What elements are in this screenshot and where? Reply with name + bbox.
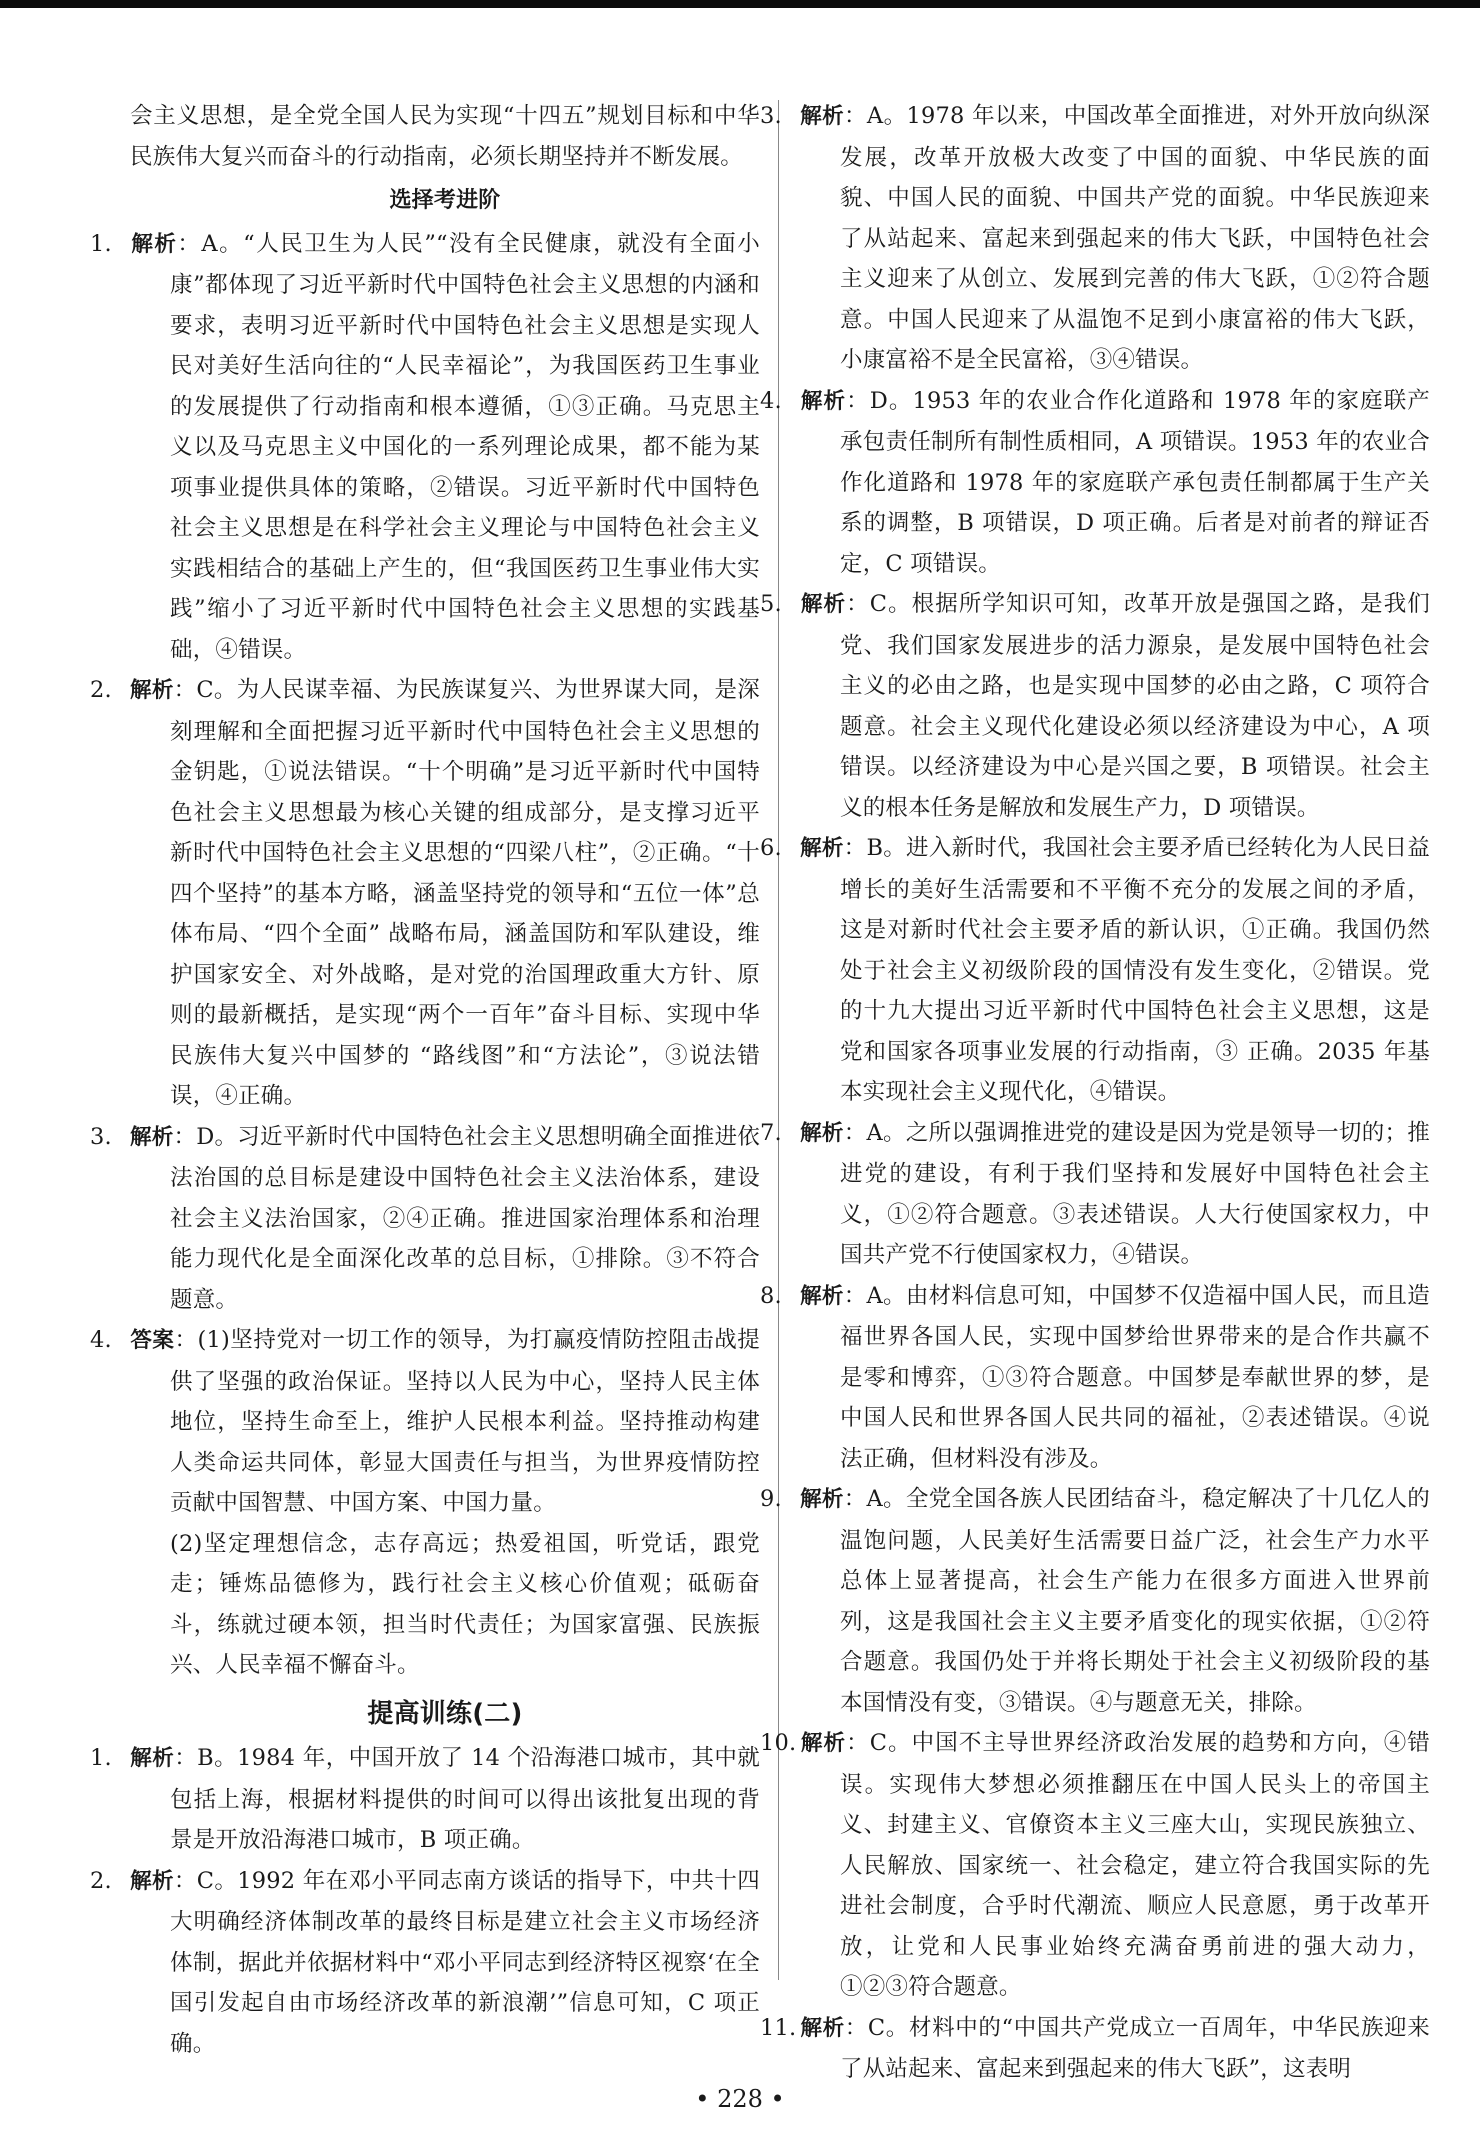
answer-item: 3. 解析：A。1978 年以来，中国改革全面推进，对外开放向纵深发展，改革开放极大改变了中国的面貌、中华民族的面貌、中国人民的面貌、中国共产党的面貌。中华民族迎来了从站起来、富起来到强起来的伟大飞跃，中国特色社会主义迎来了从创立、发展到完善的伟大飞跃，①②符合题意。中国人民迎来了从温饱不足到小康富裕的伟大飞跃，小康富裕不是全民富裕，③④错误。 (760, 103, 1430, 373)
item-keyword: 解析 (130, 1124, 174, 1150)
item-text: ：C。材料中的“中国共产党成立一百周年，中华民族迎来了从站起来、富起来到强起来的伟大飞跃”，这表明 (840, 2014, 1430, 2082)
answer-item: 2. 解析：C。1992 年在邓小平同志南方谈话的指导下，中共十四大明确经济体制改革的最终目标是建立社会主义市场经济体制，据此并依据材料中“邓小平同志到经济特区视察‘在全国引发起自由市场经济改革的新浪潮’”信息可知，C 项正确。 (90, 1867, 760, 2057)
answer-item: 1. 解析：A。“人民卫生为人民”“没有全民健康，就没有全面小康”都体现了习近平新时代中国特色社会主义思想的内涵和要求，表明习近平新时代中国特色社会主义思想是实现人民对美好生活向往的“人民幸福论”，为我国医药卫生事业的发展提供了行动指南和根本遵循，①③正确。马克思主义以及马克思主义中国化的一系列理论成果，都不能为某项事业提供具体的策略，②错误。习近平新时代中国特色社会主义思想是在科学社会主义理论与中国特色社会主义实践相结合的基础上产生的，但“我国医药卫生事业伟大实践”缩小了习近平新时代中国特色社会主义思想的实践基础，④错误。 (90, 230, 760, 663)
item-text: ：A。由材料信息可知，中国梦不仅造福中国人民，而且造福世界各国人民，实现中国梦给世界带来的是合作共赢不是零和博弈，①③符合题意。中国梦是奉献世界的梦，是中国人民和世界各国人民共同的福祉，②表述错误。④说法正确，但材料没有涉及。 (840, 1282, 1430, 1472)
item-text: ：A。全党全国各族人民团结奋斗，稳定解决了十几亿人的温饱问题，人民美好生活需要日益广泛，社会生产力水平总体上显著提高，社会生产能力在很多方面进入世界前列，这是我国社会主义主要矛盾变化的现实依据，①②符合题意。我国仍处于并将长期处于社会主义初级阶段的基本国情没有变，③错误。④与题意无关，排除。 (840, 1486, 1430, 1716)
item-keyword: 解析 (800, 592, 847, 617)
answer-item: 9. 解析：A。全党全国各族人民团结奋斗，稳定解决了十几亿人的温饱问题，人民美好生活需要日益广泛，社会生产力水平总体上显著提高，社会生产能力在很多方面进入世界前列，这是我国社会主义主要矛盾变化的现实依据，①②符合题意。我国仍处于并将长期处于社会主义初级阶段的基本国情没有变，③错误。④与题意无关，排除。 (760, 1486, 1430, 1716)
right-answer-list (760, 96, 1430, 2090)
item-keyword: 解析 (800, 836, 844, 861)
item-text: ：B。进入新时代，我国社会主要矛盾已经转化为人民日益增长的美好生活需要和不平衡不充分的发展之间的矛盾，这是对新时代社会主要矛盾的新认识，①正确。我国仍然处于社会主义初级阶段的国情没有发生变化，②错误。党的十九大提出习近平新时代中国特色社会主义思想，这是党和国家各项事业发展的行动指南，③ 正确。2035 年基本实现社会主义现代化，④错误。 (840, 835, 1430, 1105)
answer-sub-paragraph: (2)坚定理想信念，志存高远；热爱祖国，听党话，跟党走；锤炼品德修为，践行社会主义核心价值观；砥砺奋斗，练就过硬本领，担当时代责任；为国家富强、民族振兴、人民幸福不懈奋斗。 (170, 1530, 760, 1678)
answer-item: 6. 解析：B。进入新时代，我国社会主要矛盾已经转化为人民日益增长的美好生活需要和不平衡不充分的发展之间的矛盾，这是对新时代社会主要矛盾的新认识，①正确。我国仍然处于社会主义初级阶段的国情没有发生变化，②错误。党的十九大提出习近平新时代中国特色社会主义思想，这是党和国家各项事业发展的行动指南，③ 正确。2035 年基本实现社会主义现代化，④错误。 (760, 835, 1430, 1105)
item-keyword: 解析 (130, 231, 178, 257)
item-text: ：A。1978 年以来，中国改革全面推进，对外开放向纵深发展，改革开放极大改变了中国的面貌、中华民族的面貌、中国人民的面貌、中国共产党的面貌。中华民族迎来了从站起来、富起来到强起来的伟大飞跃，中国特色社会主义迎来了从创立、发展到完善的伟大飞跃，①②符合题意。中国人民迎来了从温饱不足到小康富裕的伟大飞跃，小康富裕不是全民富裕，③④错误。 (840, 103, 1430, 373)
item-keyword: 解析 (800, 1487, 844, 1512)
answer-item: 1. 解析：B。1984 年，中国开放了 14 个沿海港口城市，其中就包括上海，根据材料提供的时间可以得出该批复出现的背景是开放沿海港口城市，B 项正确。 (90, 1745, 760, 1853)
item-text: ：C。中国不主导世界经济政治发展的趋势和方向，④错误。实现伟大梦想必须推翻压在中国人民头上的帝国主义、封建主义、官僚资本主义三座大山，实现民族独立、人民解放、国家统一、社会稳定，建立符合我国实际的先进社会制度，合乎时代潮流、顺应人民意愿，勇于改革开放，让党和人民事业始终充满奋勇前进的强大动力，①②③符合题意。 (840, 1730, 1430, 2000)
item-text: ：B。1984 年，中国开放了 14 个沿海港口城市，其中就包括上海，根据材料提供的时间可以得出该批复出现的背景是开放沿海港口城市，B 项正确。 (170, 1745, 760, 1853)
item-keyword: 解析 (800, 1731, 847, 1756)
item-text: ：D。习近平新时代中国特色社会主义思想明确全面推进依法治国的总目标是建设中国特色社会主义法治体系，建设社会主义法治国家，②④正确。推进国家治理体系和治理能力现代化是全面深化改革的总目标，①排除。③不符合题意。 (170, 1123, 760, 1313)
right-column (760, 96, 1430, 2090)
answer-item: 7. 解析：A。之所以强调推进党的建设是因为党是领导一切的；推进党的建设，有利于我们坚持和发展好中国特色社会主义，①②符合题意。③表述错误。人大行使国家权力，中国共产党不行使国家权力，④错误。 (760, 1119, 1430, 1268)
item-keyword: 答案 (130, 1328, 175, 1353)
item-text: ：A。之所以强调推进党的建设是因为党是领导一切的；推进党的建设，有利于我们坚持和发展好中国特色社会主义，①②符合题意。③表述错误。人大行使国家权力，中国共产党不行使国家权力，④错误。 (840, 1119, 1430, 1268)
answer-item: 4. 解析：D。1953 年的农业合作化道路和 1978 年的家庭联产承包责任制所有制性质相同，A 项错误。1953 年的农业合作化道路和 1978 年的家庭联产承包责任制都属于生产关系的调整，B 项错误，D 项正确。后者是对前者的辩证否定，C 项错误。 (760, 387, 1430, 577)
answer-item: 10. 解析：C。中国不主导世界经济政治发展的趋势和方向，④错误。实现伟大梦想必须推翻压在中国人民头上的帝国主义、封建主义、官僚资本主义三座大山，实现民族独立、人民解放、国家统一、社会稳定，建立符合我国实际的先进社会制度，合乎时代潮流、顺应人民意愿，勇于改革开放，让党和人民事业始终充满奋勇前进的强大动力，①②③符合题意。 (760, 1730, 1430, 2000)
answer-item: 8. 解析：A。由材料信息可知，中国梦不仅造福中国人民，而且造福世界各国人民，实现中国梦给世界带来的是合作共赢不是零和博弈，①③符合题意。中国梦是奉献世界的梦，是中国人民和世界各国人民共同的福祉，②表述错误。④说法正确，但材料没有涉及。 (760, 1282, 1430, 1472)
item-keyword: 解析 (800, 1283, 844, 1309)
item-text: ：D。1953 年的农业合作化道路和 1978 年的家庭联产承包责任制所有制性质相同，A 项错误。1953 年的农业合作化道路和 1978 年的家庭联产承包责任制都属于生产关系的调整，B 项错误，D 项正确。后者是对前者的辩证否定，C 项错误。 (840, 387, 1430, 577)
left-answer-list-2 (90, 1738, 760, 2064)
item-keyword: 解析 (800, 1120, 844, 1146)
item-text: ：(1)坚持党对一切工作的领导，为打赢疫情防控阻击战提供了坚强的政治保证。坚持以人民为中心，坚持人民主体地位，坚持生命至上，维护人民根本利益。坚持推动构建人类命运共同体，彰显大国责任与担当，为世界疫情防控贡献中国智慧、中国方案、中国力量。 (170, 1327, 760, 1516)
item-text: ：C。1992 年在邓小平同志南方谈话的指导下，中共十四大明确经济体制改革的最终目标是建立社会主义市场经济体制，据此并依据材料中“邓小平同志到经济特区视察‘在全国引发起自由市场经济改革的新浪潮’”信息可知，C 项正确。 (170, 1867, 760, 2057)
page-number: • 228 • (695, 2085, 785, 2113)
column-divider (778, 100, 779, 1980)
item-text: ：C。为人民谋幸福、为民族谋复兴、为世界谋大同，是深刻理解和全面把握习近平新时代中国特色社会主义思想的金钥匙，①说法错误。“十个明确”是习近平新时代中国特色社会主义思想最为核心关键的组成部分，是支撑习近平新时代中国特色社会主义思想的“四梁八柱”，②正确。“十四个坚持”的基本方略，涵盖坚持党的领导和“五位一体”总体布局、“四个全面” 战略布局，涵盖国防和军队建设，维护国家安全、对外战略，是对党的治国理政重大方针、原则的最新概括，是实现“两个一百年”奋斗目标、实现中华民族伟大复兴中国梦的 “路线图”和“方法论”，③说法错误，④正确。 (170, 677, 761, 1109)
section-title-xuanze: 选择考进阶 (389, 188, 501, 213)
item-keyword: 解析 (800, 388, 847, 414)
answer-item: 2. 解析：C。为人民谋幸福、为民族谋复兴、为世界谋大同，是深刻理解和全面把握习近平新时代中国特色社会主义思想的金钥匙，①说法错误。“十个明确”是习近平新时代中国特色社会主义思想最为核心关键的组成部分，是支撑习近平新时代中国特色社会主义思想的“四梁八柱”，②正确。“十四个坚持”的基本方略，涵盖坚持党的领导和“五位一体”总体布局、“四个全面” 战略布局，涵盖国防和军队建设，维护国家安全、对外战略，是对党的治国理政重大方针、原则的最新概括，是实现“两个一百年”奋斗目标、实现中华民族伟大复兴中国梦的 “路线图”和“方法论”，③说法错误，④正确。 (90, 677, 761, 1109)
item-keyword: 解析 (130, 1746, 175, 1771)
left-answer-list-1 (90, 224, 761, 1686)
section-title-tigao: 提高训练(二) (367, 1698, 523, 1729)
answer-item: 11. 解析：C。材料中的“中国共产党成立一百周年，中华民族迎来了从站起来、富起来到强起来的伟大飞跃”，这表明 (760, 2014, 1430, 2082)
left-column (90, 96, 761, 2064)
answer-item: 5. 解析：C。根据所学知识可知，改革开放是强国之路，是我们党、我们国家发展进步的活力源泉，是发展中国特色社会主义的必由之路，也是实现中国梦的必由之路，C 项符合题意。社会主义现代化建设必须以经济建设为中心，A 项错误。以经济建设为中心是兴国之要，B 项错误。社会主义的根本任务是解放和发展生产力，D 项错误。 (760, 591, 1430, 821)
answer-item: 3. 解析：D。习近平新时代中国特色社会主义思想明确全面推进依法治国的总目标是建设中国特色社会主义法治体系，建设社会主义法治国家，②④正确。推进国家治理体系和治理能力现代化是全面深化改革的总目标，①排除。③不符合题意。 (90, 1123, 760, 1313)
item-keyword: 解析 (800, 2015, 845, 2041)
top-scan-border (0, 0, 1480, 8)
left-intro-paragraph: 会主义思想，是全党全国人民为实现“十四五”规划目标和中华民族伟大复兴而奋斗的行动指南，必须长期坚持并不断发展。 (130, 103, 760, 170)
item-text: ：C。根据所学知识可知，改革开放是强国之路，是我们党、我们国家发展进步的活力源泉，是发展中国特色社会主义的必由之路，也是实现中国梦的必由之路，C 项符合题意。社会主义现代化建设必须以经济建设为中心，A 项错误。以经济建设为中心是兴国之要，B 项错误。社会主义的根本任务是解放和发展生产力，D 项错误。 (840, 591, 1430, 821)
answer-item: 4. 答案：(1)坚持党对一切工作的领导，为打赢疫情防控阻击战提供了坚强的政治保证。坚持以人民为中心，坚持人民主体地位，坚持生命至上，维护人民根本利益。坚持推动构建人类命运共同体，彰显大国责任与担当，为世界疫情防控贡献中国智慧、中国方案、中国力量。 (90, 1327, 760, 1516)
item-keyword: 解析 (130, 678, 174, 703)
item-keyword: 解析 (130, 1868, 174, 1894)
item-keyword: 解析 (800, 104, 845, 129)
item-text: ：A。“人民卫生为人民”“没有全民健康，就没有全面小康”都体现了习近平新时代中国特色社会主义思想的内涵和要求，表明习近平新时代中国特色社会主义思想是实现人民对美好生活向往的“人民幸福论”，为我国医药卫生事业的发展提供了行动指南和根本遵循，①③正确。马克思主义以及马克思主义中国化的一系列理论成果，都不能为某项事业提供具体的策略，②错误。习近平新时代中国特色社会主义思想是在科学社会主义理论与中国特色社会主义实践相结合的基础上产生的，但“我国医药卫生事业伟大实践”缩小了习近平新时代中国特色社会主义思想的实践基础，④错误。 (170, 230, 760, 663)
